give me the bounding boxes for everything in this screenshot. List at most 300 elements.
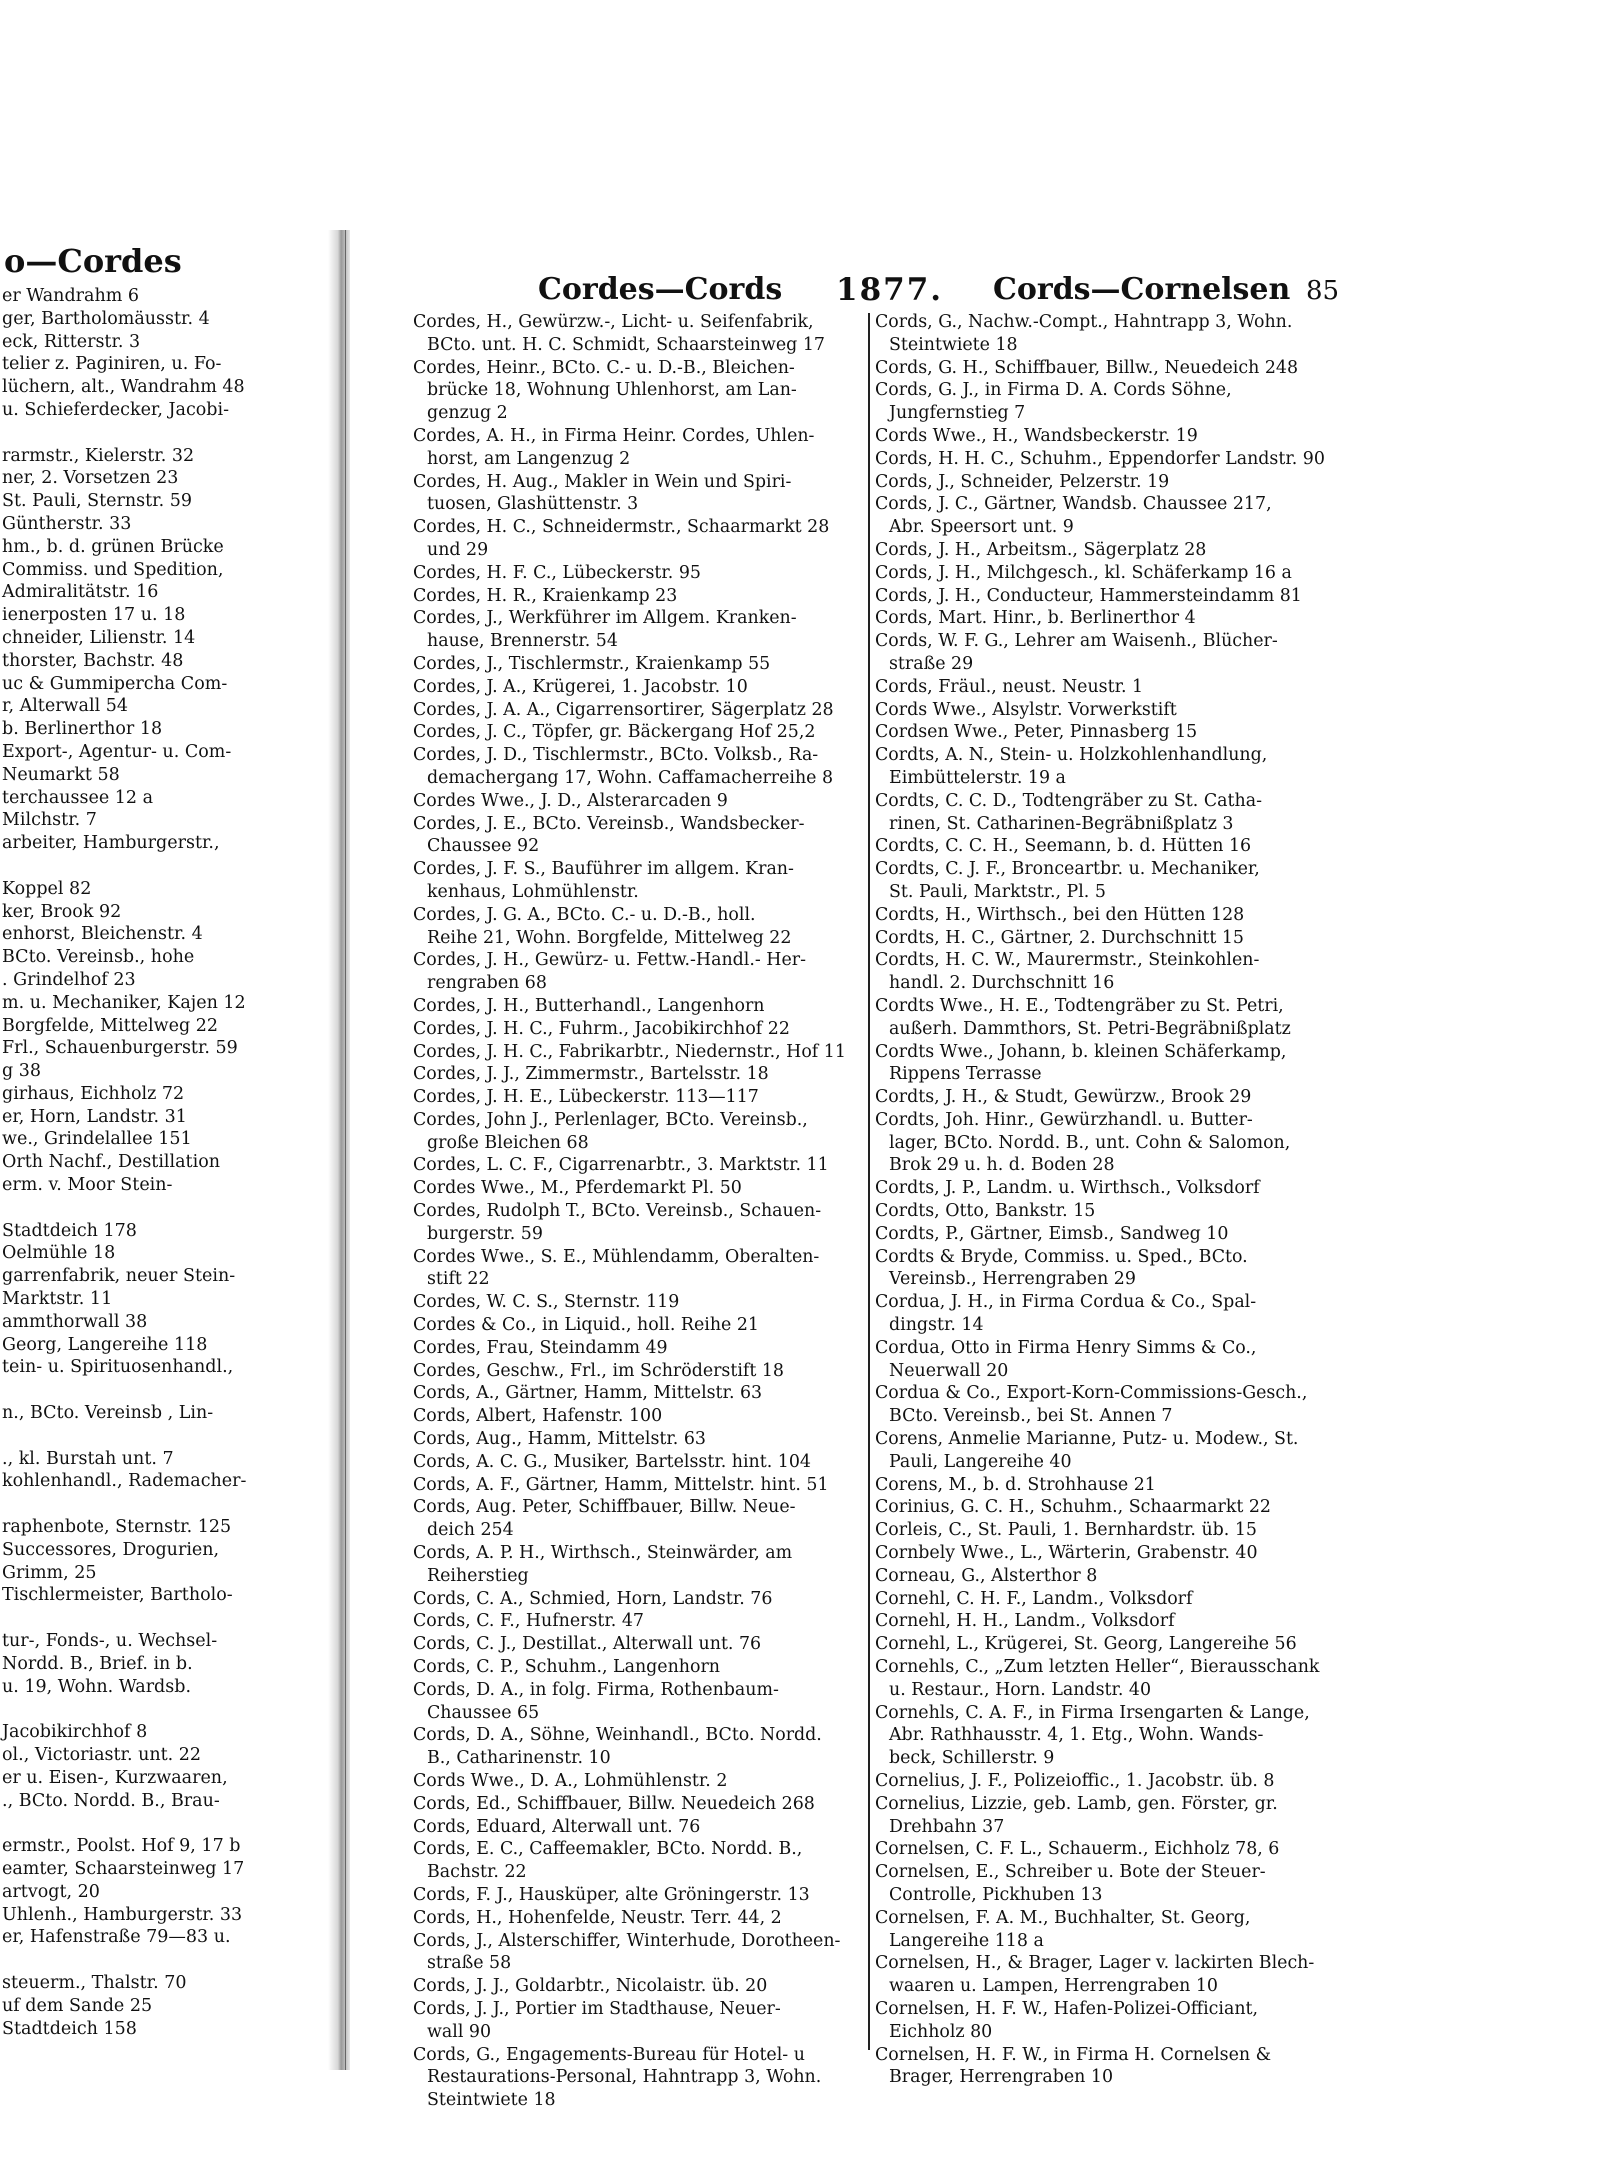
left-page-line: Oelmühle 18 [2,1243,116,1264]
directory-entry-line: Cordes, J. H. E., Lübeckerstr. 113—117 [413,1087,759,1108]
directory-entry-line: Cords, Aug., Hamm, Mittelstr. 63 [413,1429,706,1450]
directory-column-b [875,311,1337,2089]
directory-entry-line: Cordts, C. C. D., Todtengräber zu St. Catha- [875,790,1262,811]
directory-entry-line: Cords, C. J., Destillat., Alterwall unt. 76 [413,1634,762,1655]
directory-entry [413,1610,875,1633]
directory-entry-line: Cordes, J. F. S., Bauführer im allgem. Kran- [413,859,794,880]
directory-entry-line: dingstr. 14 [889,1315,984,1336]
directory-entry-line: Cords, H. H. C., Schuhm., Eppendorfer Landstr. 90 [875,448,1325,469]
directory-entry-line: lager, BCto. Nordd. B., unt. Cohn & Salomon, [889,1132,1291,1153]
directory-entry [413,744,875,790]
directory-entry [875,585,1337,608]
directory-entry-line: Langereihe 118 a [889,1930,1044,1951]
directory-entry [413,1770,875,1793]
directory-entry-line: Vereinsb., Herrengraben 29 [889,1269,1136,1290]
left-page-line [0,1425,330,1448]
directory-entry [875,562,1337,585]
directory-entry-line: Cornehl, H. H., Landm., Volksdorf [875,1611,1175,1632]
left-page-line: Neumarkt 58 [2,764,120,785]
directory-entry-line: B., Catharinenstr. 10 [427,1748,611,1769]
directory-entry-line: Cords, Aug. Peter, Schiffbauer, Billw. Neue- [413,1497,796,1518]
left-page-line: Jacobikirchhof 8 [2,1722,148,1743]
left-page-line: ammthorwall 38 [2,1311,148,1332]
directory-entry-line: Reihe 21, Wohn. Borgfelde, Mittelweg 22 [427,927,792,948]
directory-entry-line: Cordes, J. E., BCto. Vereinsb., Wandsbecker- [413,813,805,834]
left-page-line [0,855,330,878]
left-page-line: ., kl. Burstah unt. 7 [2,1448,174,1469]
left-page-line: m. u. Mechaniker, Kajen 12 [2,992,246,1013]
directory-entry-line: Cordts, Joh. Hinr., Gewürzhandl. u. Butter- [875,1109,1253,1130]
directory-entry [875,1610,1337,1633]
directory-entry [413,1884,875,1907]
left-page-line: Koppel 82 [2,878,92,899]
directory-entry-line: Cordes, J., Tischlermstr., Kraienkamp 55 [413,653,771,674]
directory-entry-line: Cornelsen, F. A. M., Buchhalter, St. Georg, [875,1907,1251,1928]
directory-entry [875,676,1337,699]
directory-entry-line: kenhaus, Lohmühlenstr. [427,881,639,902]
directory-entry [413,1154,875,1177]
directory-entry-line: Cornelius, J. F., Polizeioffic., 1. Jacobstr. üb. 8 [875,1771,1275,1791]
left-page-line: St. Pauli, Sternstr. 59 [2,491,193,512]
directory-entry-line: Cordes, Frau, Steindamm 49 [413,1337,668,1358]
directory-entry [875,1109,1337,1177]
directory-entry [413,1542,875,1588]
directory-entry-line: Cornehl, C. H. F., Landm., Volksdorf [875,1588,1193,1609]
left-page-line [0,1197,330,1220]
left-page-line: ienerposten 17 u. 18 [2,605,186,626]
directory-entry-line: Cords, J. J., Portier im Stadthause, Neuer- [413,1998,781,2019]
directory-entry [413,1679,875,1725]
directory-entry-line: Cords, E. C., Caffeemakler, BCto. Nordd. B., [413,1839,803,1860]
directory-entry-line: stift 22 [427,1269,490,1290]
directory-entry [413,1018,875,1041]
left-page-line: thorster, Bachstr. 48 [2,650,184,671]
directory-entry [875,1337,1337,1383]
directory-entry-line: horst, am Langenzug 2 [427,448,631,469]
left-page-line: Frl., Schauenburgerstr. 59 [2,1038,238,1059]
directory-entry-line: Cordts, J. H., & Studt, Gewürzw., Brook 29 [875,1087,1252,1108]
directory-entry-line: Cordts, J. P., Landm. u. Wirthsch., Volksdorf [875,1178,1260,1199]
directory-entry-line: Cordts, H. C. W., Maurermstr., Steinkohlen- [875,950,1260,971]
directory-entry [875,995,1337,1041]
directory-entry-line: Cordts, C. J. F., Bronceartbr. u. Mechaniker, [875,859,1260,880]
directory-entry-line: BCto. Vereinsb., bei St. Annen 7 [889,1406,1173,1427]
left-page-line: terchaussee 12 a [2,787,154,808]
directory-entry [875,539,1337,562]
directory-entry-line: Cords, J. H., Arbeitsm., Sägerplatz 28 [875,539,1207,560]
left-page-line: r, Alterwall 54 [2,696,128,717]
directory-entry [413,653,875,676]
directory-entry [413,1724,875,1770]
directory-entry [413,1382,875,1405]
directory-entry-line: Cordts & Bryde, Commiss. u. Sped., BCto. [875,1246,1248,1267]
directory-entry-line: Reiherstieg [427,1565,529,1586]
directory-entry [875,1998,1337,2044]
directory-entry [875,927,1337,950]
directory-entry [875,1907,1337,1953]
page-gutter [328,230,350,2070]
directory-entry [875,1838,1337,1861]
directory-entry-line: Cords, Albert, Hafenstr. 100 [413,1406,663,1427]
left-page-line: Export-, Agentur- u. Com- [2,741,232,762]
directory-entry [875,721,1337,744]
directory-entry [875,607,1337,630]
left-page-line: Nordd. B., Brief. in b. [2,1653,193,1674]
directory-entry [875,949,1337,995]
left-page-line: garrenfabrik, neuer Stein- [2,1266,236,1287]
left-page-line [0,1493,330,1516]
left-page-line: enhorst, Bleichenstr. 4 [2,924,203,945]
directory-entry-line: BCto. unt. H. C. Schmidt, Schaarsteinweg 17 [427,334,825,355]
directory-entry-line: Cordes, J. D., Tischlermstr., BCto. Volksb., Ra- [413,745,819,766]
directory-entry [413,1907,875,1930]
directory-entry-line: Cords, J., Schneider, Pelzerstr. 19 [875,471,1170,492]
directory-entry [413,1177,875,1200]
directory-entry [875,311,1337,357]
left-page-line [0,1698,330,1721]
directory-entry [875,1565,1337,1588]
left-page-line: ol., Victoriastr. unt. 22 [2,1745,202,1765]
directory-entry-line: Cordes, H. C., Schneidermstr., Schaarmarkt 28 [413,517,830,538]
directory-entry-line: Cords, Mart. Hinr., b. Berlinerthor 4 [875,608,1196,629]
directory-entry [413,357,875,425]
directory-entry-line: große Bleichen 68 [427,1132,589,1153]
directory-entry [413,516,875,562]
directory-entry-line: Cordts, H. C., Gärtner, 2. Durchschnitt 15 [875,927,1244,948]
left-page-header: o—Cordes [4,243,182,280]
left-page-line: steuerm., Thalstr. 70 [2,1972,187,1993]
directory-entry [413,790,875,813]
directory-entry-line: Cords, G. H., Schiffbauer, Billw., Neuedeich 248 [875,357,1299,378]
left-page-line: Georg, Langereihe 118 [2,1334,208,1355]
left-page-line: g 38 [2,1061,42,1082]
directory-entry-line: Cords, A. F., Gärtner, Hamm, Mittelstr. hint. 51 [413,1474,829,1495]
directory-column-a [413,311,875,2112]
directory-entry [413,1656,875,1679]
left-page-line: Successores, Drogurien, [2,1539,220,1560]
directory-entry-line: Cords, F. J., Hausküper, alte Gröningerstr. 13 [413,1884,810,1905]
directory-entry-line: Cords, J., Alsterschiffer, Winterhude, Dorotheen- [413,1930,841,1951]
directory-entry [875,1702,1337,1770]
directory-entry-line: Cordes Wwe., M., Pferdemarkt Pl. 50 [413,1178,742,1199]
directory-entry-line: Abr. Rathhausstr. 4, 1. Etg., Wohn. Wands- [889,1725,1264,1746]
directory-entry-line: Cordes, John J., Perlenlager, BCto. Vereinsb., [413,1109,808,1130]
directory-entry [413,1086,875,1109]
directory-entry-line: Cordts Wwe., H. E., Todtengräber zu St. Petri, [875,995,1284,1016]
directory-entry-line: genzug 2 [427,403,508,424]
directory-entry [875,1086,1337,1109]
directory-entry [413,1063,875,1086]
left-page-line: hm., b. d. grünen Brücke [2,536,224,557]
directory-entry [413,813,875,859]
directory-entry-line: Cords, J. H., Milchgesch., kl. Schäferkamp 16 a [875,562,1292,583]
directory-entry [875,1861,1337,1907]
left-page-lines [0,285,330,2040]
directory-entry [413,1428,875,1451]
directory-entry-line: Cordes, J. A. A., Cigarrensortirer, Sägerplatz 28 [413,699,834,720]
directory-entry [413,699,875,722]
left-page-line: kohlenhandl., Rademacher- [2,1471,247,1492]
directory-entry-line: u. Restaur., Horn. Landstr. 40 [889,1679,1152,1700]
directory-entry-line: Drehbahn 37 [889,1816,1005,1837]
directory-entry [875,630,1337,676]
left-page-line: u. 19, Wohn. Wardsb. [2,1676,192,1697]
directory-entry [413,1496,875,1542]
directory-entry [413,1998,875,2044]
directory-entry [875,790,1337,836]
left-page-line: BCto. Vereinsb., hohe [2,947,195,968]
directory-entry-line: Chaussee 65 [427,1702,540,1723]
directory-entry-line: Cordua, Otto in Firma Henry Simms & Co., [875,1337,1257,1358]
directory-entry-line: deich 254 [427,1520,514,1541]
directory-entry [875,425,1337,448]
directory-entry-line: Cordes, J. H., Butterhandl., Langenhorn [413,995,765,1016]
directory-entry [875,699,1337,722]
directory-entry-line: Cords, D. A., in folg. Firma, Rothenbaum- [413,1679,779,1700]
directory-entry-line: Cords, A. C. G., Musiker, Bartelsstr. hint. 104 [413,1451,811,1472]
directory-entry-line: Cordes, J. H. C., Fuhrm., Jacobikirchhof 22 [413,1018,790,1039]
directory-entry [875,1382,1337,1428]
left-page-line: er, Hafenstraße 79—83 u. [2,1927,231,1948]
directory-entry-line: Cordts, P., Gärtner, Eimsb., Sandweg 10 [875,1223,1229,1244]
directory-entry-line: Cornehl, L., Krügerei, St. Georg, Langereihe 56 [875,1634,1297,1655]
left-page-line: Marktstr. 11 [2,1289,113,1310]
directory-entry-line: Cordes, Heinr., BCto. C.- u. D.-B., Bleichen- [413,357,795,378]
directory-entry-line: Cordes, A. H., in Firma Heinr. Cordes, Uhlen- [413,425,815,446]
directory-entry-line: Cordes, W. C. S., Sternstr. 119 [413,1292,680,1313]
directory-entry-line: Cordes, J. G. A., BCto. C.- u. D.-B., holl. [413,904,756,925]
left-page-line: Grimm, 25 [2,1562,97,1583]
directory-entry-line: Cordts, A. N., Stein- u. Holzkohlenhandlung, [875,745,1268,766]
directory-entry [875,493,1337,539]
directory-entry-line: Cordts, C. C. H., Seemann, b. d. Hütten 16 [875,836,1252,857]
directory-entry [413,1838,875,1884]
left-page-line: girhaus, Eichholz 72 [2,1083,185,1104]
directory-entry-line: waaren u. Lampen, Herrengraben 10 [889,1976,1218,1997]
directory-entry [413,949,875,995]
directory-entry-line: Cornelsen, E., Schreiber u. Bote der Steuer- [875,1862,1266,1883]
directory-entry-line: wall 90 [427,2021,492,2042]
directory-entry [413,1793,875,1816]
directory-entry-line: Cordes, J., Werkführer im Allgem. Kranken- [413,608,797,629]
left-page-line [0,1379,330,1402]
directory-entry-line: Cordts Wwe., Johann, b. kleinen Schäferkamp, [875,1041,1287,1062]
directory-entry [413,1451,875,1474]
directory-entry [875,1588,1337,1611]
directory-entry [875,1428,1337,1474]
directory-entry-line: Cords Wwe., Alsylstr. Vorwerkstift [875,699,1177,720]
directory-entry [875,2044,1337,2090]
directory-entry [875,471,1337,494]
directory-entry-line: rinen, St. Catharinen-Begräbnißplatz 3 [889,813,1234,834]
directory-entry [875,1770,1337,1793]
directory-entry [875,1200,1337,1223]
directory-entry-line: Cords, Ed., Schiffbauer, Billw. Neuedeich 268 [413,1793,815,1814]
directory-entry-line: Cornehls, C., „Zum letzten Heller“, Bierausschank [875,1657,1320,1678]
directory-entry [875,835,1337,858]
left-page-line: uc & Gummipercha Com- [2,673,228,694]
directory-entry-line: Eichholz 80 [889,2021,993,2042]
directory-entry-line: Corneau, G., Alsterthor 8 [875,1565,1098,1586]
directory-entry-line: Cornelsen, H. F. W., Hafen-Polizei-Officiant, [875,1998,1259,2019]
directory-entry-line: St. Pauli, Marktstr., Pl. 5 [889,881,1106,902]
directory-entry-line: Pauli, Langereihe 40 [889,1451,1072,1472]
left-page-line: arbeiter, Hamburgerstr., [2,833,220,854]
directory-entry-line: Cords, C. F., Hufnerstr. 47 [413,1611,644,1632]
directory-entry [875,904,1337,927]
directory-entry [875,858,1337,904]
left-page-line: eamter, Schaarsteinweg 17 [2,1858,245,1879]
left-page-line: ., BCto. Nordd. B., Brau- [2,1790,220,1811]
directory-entry-line: Restaurations-Personal, Hahntrapp 3, Wohn. [427,2067,822,2088]
directory-entry [413,1930,875,1976]
left-page-line: Stadtdeich 178 [2,1220,137,1241]
directory-entry-line: Cords, Eduard, Alterwall unt. 76 [413,1816,701,1837]
directory-entry-line: Corens, M., b. d. Strohhause 21 [875,1474,1156,1495]
directory-entry [875,379,1337,425]
left-page-line: Stadtdeich 158 [2,2018,137,2039]
directory-entry-line: Brok 29 u. h. d. Boden 28 [889,1155,1115,1176]
directory-entry [875,1952,1337,1998]
directory-entry [413,1041,875,1064]
directory-entry [413,1588,875,1611]
left-page-line: tein- u. Spirituosenhandl., [2,1357,234,1378]
directory-entry [413,311,875,357]
directory-entry [413,1109,875,1155]
directory-entry-line: Cornbely Wwe., L., Wärterin, Grabenstr. 40 [875,1543,1258,1564]
directory-entry-line: Cordts, H., Wirthsch., bei den Hütten 128 [875,904,1245,925]
directory-entry [875,1474,1337,1497]
left-page-line: ner, 2. Vorsetzen 23 [2,468,179,489]
left-page-line [0,1607,330,1630]
directory-entry-line: Cordes Wwe., S. E., Mühlendamm, Oberalten- [413,1246,820,1267]
directory-entry-line: demachergang 17, Wohn. Caffamacherreihe 8 [427,767,834,788]
directory-entry-line: Cordes Wwe., J. D., Alsterarcaden 9 [413,790,728,811]
left-page-line: n., BCto. Vereinsb , Lin- [2,1403,214,1424]
directory-entry [413,562,875,585]
directory-entry [875,1246,1337,1292]
directory-entry-line: Rippens Terrasse [889,1064,1042,1085]
directory-entry-line: Jungfernstieg 7 [889,403,1026,424]
directory-entry [875,1793,1337,1839]
directory-entry-line: Cornelsen, C. F. L., Schauerm., Eichholz 78, 6 [875,1839,1280,1860]
directory-entry-line: Cordes, J. A., Krügerei, 1. Jacobstr. 10 [413,676,748,697]
directory-entry [413,1633,875,1656]
left-page-line: raphenbote, Sternstr. 125 [2,1517,232,1538]
directory-entry-line: Cordua & Co., Export-Korn-Commissions-Gesch., [875,1383,1308,1404]
directory-entry-line: Cords, A. P. H., Wirthsch., Steinwärder, am [413,1543,793,1564]
left-page [0,243,330,2083]
left-page-line: ger, Bartholomäusstr. 4 [2,308,210,329]
directory-entry [413,2044,875,2112]
directory-entry-line: Cords, G., Nachw.-Compt., Hahntrapp 3, Wohn. [875,312,1293,332]
left-page-line: lüchern, alt., Wandrahm 48 [2,377,245,398]
directory-entry-line: Controlle, Pickhuben 13 [889,1884,1103,1905]
directory-entry [875,1177,1337,1200]
directory-entry [413,1337,875,1360]
left-page-line: . Grindelhof 23 [2,969,136,990]
directory-entry-line: Neuerwall 20 [889,1360,1009,1381]
directory-entry [413,1200,875,1246]
directory-entry-line: Eimbüttelerstr. 19 a [889,767,1066,788]
directory-entry-line: Cordes, J. H. C., Fabrikarbtr., Niedernstr., Hof 11 [413,1041,846,1062]
directory-entry-line: Cords, H., Hohenfelde, Neustr. Terr. 44, 2 [413,1907,782,1928]
directory-entry [875,1656,1337,1702]
directory-entry-line: Cords Wwe., H., Wandsbeckerstr. 19 [875,425,1198,446]
directory-entry-line: Cordes, H., Gewürzw.-, Licht- u. Seifenfabrik, [413,312,814,332]
directory-entry-line: Brager, Herrengraben 10 [889,2067,1114,2088]
left-page-line: Uhlenh., Hamburgerstr. 33 [2,1904,243,1925]
directory-entry [413,585,875,608]
running-head-left: Cordes—Cords [538,272,783,307]
directory-entry-line: tuosen, Glashüttenstr. 3 [427,494,639,515]
directory-entry [413,858,875,904]
directory-entry [875,448,1337,471]
directory-entry-line: Cornelius, Lizzie, geb. Lamb, gen. Förster, gr. [875,1793,1278,1814]
directory-entry [875,1519,1337,1542]
directory-entry [875,1041,1337,1087]
directory-entry-line: Cords, C. A., Schmied, Horn, Landstr. 76 [413,1588,773,1609]
directory-entry-line: Cordts, Otto, Bankstr. 15 [875,1201,1096,1222]
left-page-line: ermstr., Poolst. Hof 9, 17 b [2,1836,241,1857]
left-page-line: Güntherstr. 33 [2,513,132,534]
directory-entry-line: hause, Brennerstr. 54 [427,631,618,652]
directory-entry-line: rengraben 68 [427,973,547,994]
directory-entry-line: handl. 2. Durchschnitt 16 [889,973,1115,994]
left-page-line: ker, Brook 92 [2,901,122,922]
left-page-line: Admiralitätstr. 16 [2,582,159,603]
left-page-line: erm. v. Moor Stein- [2,1175,173,1196]
left-page-line: telier z. Paginiren, u. Fo- [2,354,222,375]
left-page-line [0,1949,330,1972]
directory-entry-line: Cordes, J. C., Töpfer, gr. Bäckergang Hof 25,2 [413,722,816,743]
directory-entry-line: Cordsen Wwe., Peter, Pinnasberg 15 [875,722,1198,743]
directory-entry-line: und 29 [427,539,489,560]
directory-entry [875,357,1337,380]
left-page-line: artvogt, 20 [2,1881,100,1902]
directory-entry-line: Cordes, J. J., Zimmermstr., Bartelsstr. 18 [413,1064,769,1085]
directory-entry-line: Cordes, L. C. F., Cigarrenarbtr., 3. Marktstr. 11 [413,1155,829,1176]
directory-entry [413,721,875,744]
directory-entry [413,904,875,950]
directory-entry-line: Cords, J. J., Goldarbtr., Nicolaistr. üb. 20 [413,1976,768,1997]
directory-entry [875,744,1337,790]
directory-entry [413,1360,875,1383]
directory-entry-line: straße 58 [427,1953,512,1974]
directory-entry-line: außerh. Dammthors, St. Petri-Begräbnißplatz [889,1018,1291,1039]
directory-entry [875,1291,1337,1337]
directory-entry-line: Cornelsen, H., & Brager, Lager v. lackirten Blech- [875,1953,1315,1974]
directory-entry-line: Cords, W. F. G., Lehrer am Waisenh., Blücher- [875,631,1278,652]
directory-entry [875,1633,1337,1656]
column-divider [868,313,870,2050]
left-page-line: tur-, Fonds-, u. Wechsel- [2,1631,218,1652]
directory-entry-line: Cords Wwe., D. A., Lohmühlenstr. 2 [413,1771,728,1791]
directory-entry-line: Cords, Fräul., neust. Neustr. 1 [875,676,1144,697]
left-page-line [0,1812,330,1835]
directory-entry-line: Cornehls, C. A. F., in Firma Irsengarten & Lange, [875,1702,1310,1723]
directory-entry-line: Cordes, H. F. C., Lübeckerstr. 95 [413,562,701,583]
directory-entry-line: Cordes, Geschw., Frl., im Schröderstift 18 [413,1360,784,1381]
left-page-line [0,422,330,445]
left-page-line: b. Berlinerthor 18 [2,719,163,740]
left-page-line: rarmstr., Kielerstr. 32 [2,445,195,466]
directory-entry-line: Steintwiete 18 [889,334,1018,355]
directory-entry [413,607,875,653]
directory-entry-line: Bachstr. 22 [427,1862,527,1883]
left-page-line: eck, Ritterstr. 3 [2,331,141,352]
directory-entry-line: straße 29 [889,653,974,674]
